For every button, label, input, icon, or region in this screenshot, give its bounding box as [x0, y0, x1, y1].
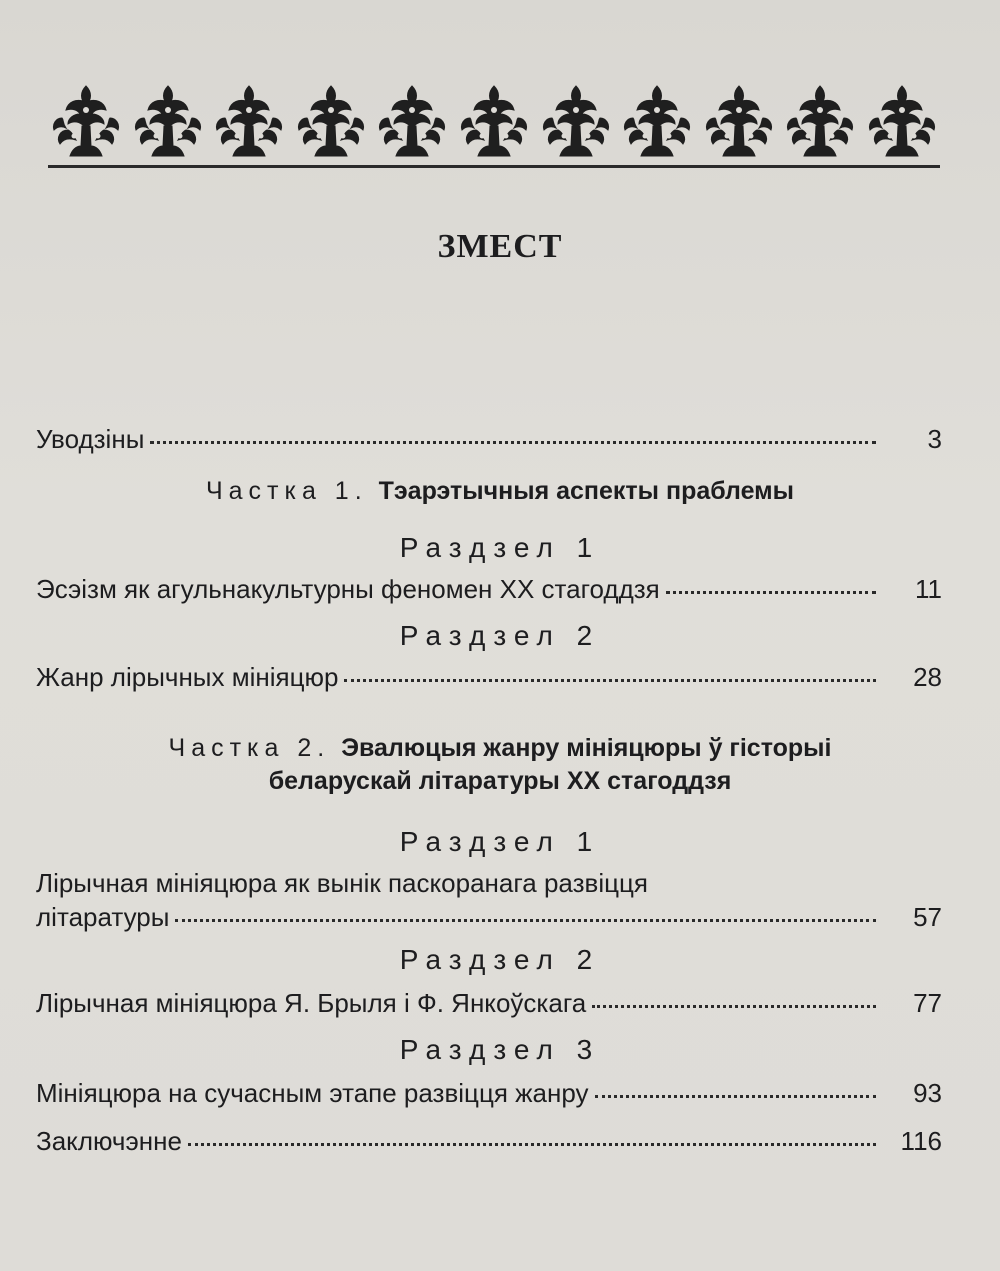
toc-entry-label: Мініяцюра на сучасным этапе развіцця жанру: [36, 1078, 589, 1108]
divider-rule: [48, 165, 940, 168]
page-title: ЗМЕСТ: [437, 228, 563, 265]
toc-entry-page: 57: [913, 902, 942, 932]
toc-entry-label: Лірычная мініяцюра як вынік паскоранага развіцця: [36, 868, 648, 898]
toc-entry-page: 11: [915, 574, 942, 604]
toc-entry-label: літаратуры: [36, 902, 170, 932]
toc-entry-page: 93: [913, 1078, 942, 1108]
part-prefix: Частка 1.: [205, 477, 368, 505]
leader-dots: [592, 1005, 876, 1008]
toc-entry-multiline: [36, 868, 942, 898]
floral-ornament-icon: [293, 80, 369, 160]
section-heading: Раздзел 2: [399, 620, 601, 651]
section-heading: Раздзел 1: [399, 826, 601, 857]
toc-entry-page: 28: [913, 662, 942, 692]
section-heading: Раздзел 1: [399, 532, 601, 563]
part-heading-2: [0, 733, 1000, 763]
toc-entry-label: Лірычная мініяцюра Я. Брыля і Ф. Янкоўскага: [36, 988, 587, 1018]
floral-ornament-icon: [456, 80, 532, 160]
floral-ornament-icon: [538, 80, 614, 160]
toc-entry-page: 77: [913, 988, 942, 1018]
leader-dots: [150, 441, 876, 444]
leader-dots: [595, 1095, 876, 1098]
toc-entry: [36, 662, 942, 692]
ornament-border: [48, 78, 940, 160]
part-heading-1: [0, 476, 1000, 506]
toc-entry: [36, 988, 942, 1018]
section-heading: Раздзел 3: [399, 1034, 601, 1065]
part-heading-2-cont: [0, 766, 1000, 796]
toc-entry: [36, 574, 942, 604]
toc-entry: [36, 902, 942, 932]
toc-entry: [36, 1078, 942, 1108]
toc-entry-page: 116: [900, 1126, 942, 1156]
floral-ornament-icon: [130, 80, 206, 160]
floral-ornament-icon: [864, 80, 940, 160]
leader-dots: [344, 679, 876, 682]
toc-entry-label: Эсэізм як агульнакультурны феномен XX стагоддзя: [36, 574, 660, 604]
floral-ornament-icon: [782, 80, 858, 160]
floral-ornament-icon: [374, 80, 450, 160]
section-heading: Раздзел 2: [399, 944, 601, 975]
part-prefix: Частка 2.: [168, 734, 331, 762]
toc-entry-label: Заключэнне: [36, 1126, 182, 1156]
leader-dots: [666, 591, 876, 594]
part-title-line2: беларускай літаратуры XX стагоддзя: [268, 767, 732, 795]
part-title-line1: Эвалюцыя жанру мініяцюры ў гісторыі: [341, 734, 832, 762]
floral-ornament-icon: [48, 80, 124, 160]
toc-entry-label: Жанр лірычных мініяцюр: [36, 662, 339, 692]
leader-dots: [175, 919, 876, 922]
leader-dots: [188, 1143, 876, 1146]
floral-ornament-icon: [701, 80, 777, 160]
toc-entry-intro: [36, 424, 942, 454]
toc-entry-conclusion: [36, 1126, 942, 1156]
toc-entry-label: Уводзіны: [36, 424, 145, 454]
floral-ornament-icon: [211, 80, 287, 160]
part-title: Тэарэтычныя аспекты праблемы: [378, 477, 795, 505]
floral-ornament-icon: [619, 80, 695, 160]
toc-entry-page: 3: [927, 424, 942, 454]
